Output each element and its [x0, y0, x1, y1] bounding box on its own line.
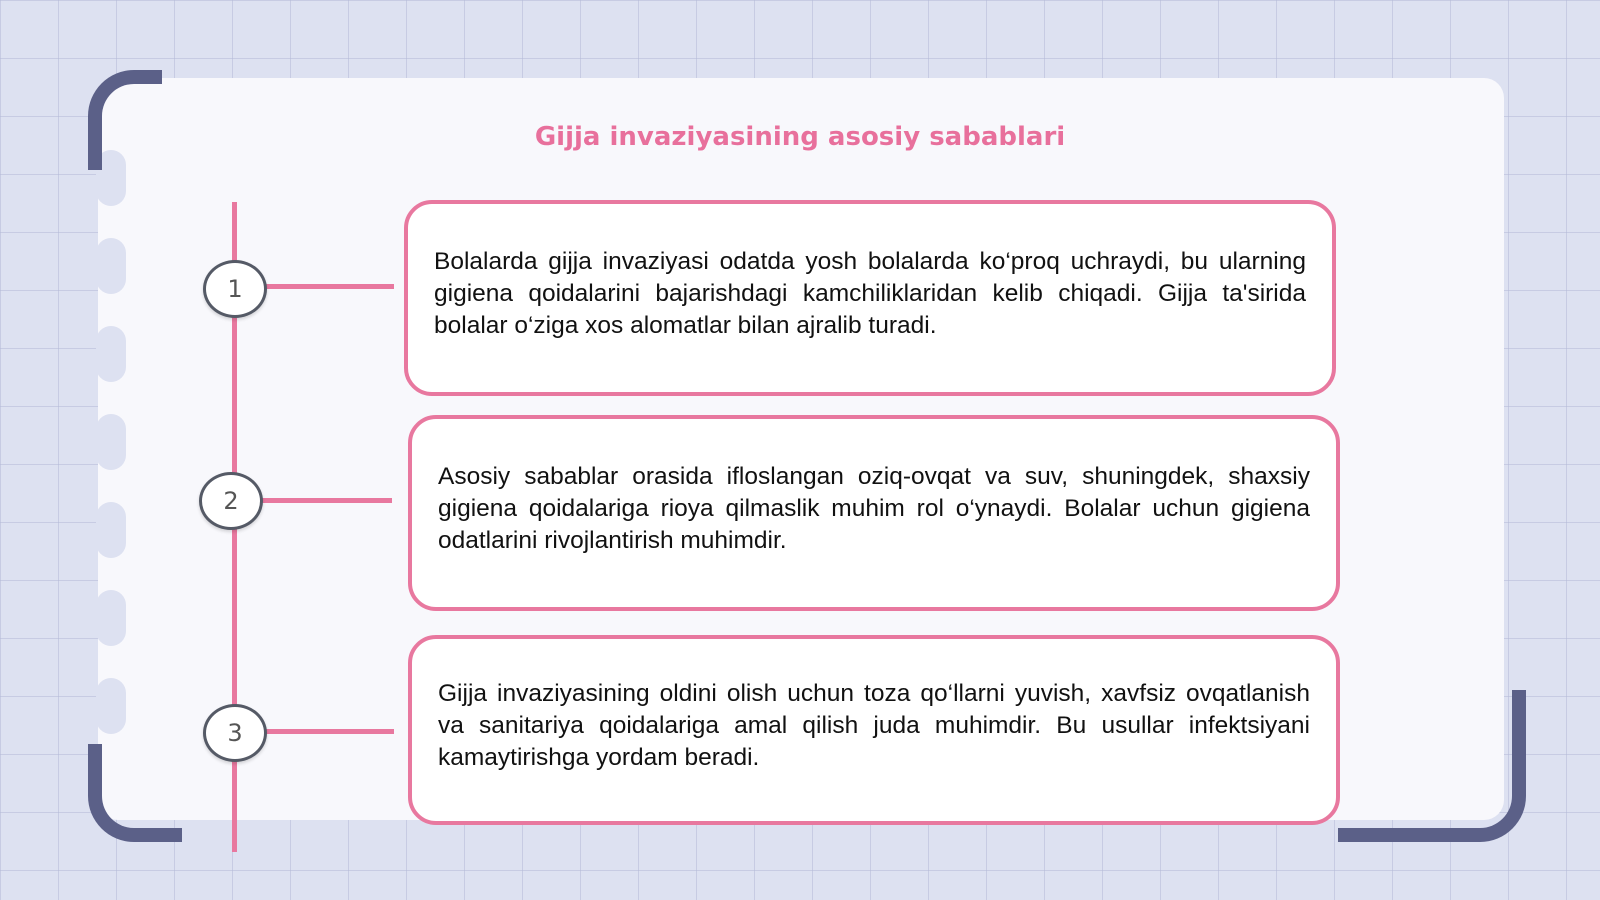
timeline-connector [264, 284, 394, 289]
slide-title: Gijja invaziyasining asosiy sabablari [534, 122, 1066, 152]
scallop-edge [96, 502, 126, 558]
step-box-2 [408, 415, 1340, 611]
step-text-1: Bolalarda gijja invaziyasi odatda yosh bolalarda ko‘proq uchraydi, bu ularning gigiena qoidalarini bajarishdagi kamchiliklaridan kelib chiqadi. Gijja ta'sirida bolalar o‘ziga xos alomatlar bilan ajralib turadi. [434, 248, 1306, 339]
scallop-edge [96, 590, 126, 646]
step-text-3: Gijja invaziyasining oldini olish uchun toza qo‘llarni yuvish, xavfsiz ovqatlanish va sanitariya qoidalariga amal qilish juda muhimdir. Bu usullar infektsiyani kamaytirishga yordam beradi. [438, 680, 1310, 771]
scallop-edge [96, 414, 126, 470]
scallop-edge [96, 678, 126, 734]
timeline-connector [262, 498, 392, 503]
step-text-2: Asosiy sabablar orasida ifloslangan oziq-ovqat va suv, shuningdek, shaxsiy gigiena qoidalariga rioya qilmaslik muhim rol o‘ynaydi. Bolalar uchun gigiena odatlarini rivojlantirish muhimdir. [438, 463, 1310, 554]
step-number-2: 2 [199, 472, 263, 530]
step-box-3 [408, 635, 1340, 825]
scallop-edge [96, 326, 126, 382]
corner-bracket-top-left [88, 70, 162, 170]
step-box-1 [404, 200, 1336, 396]
step-number-3: 3 [203, 704, 267, 762]
timeline-connector [264, 729, 394, 734]
corner-bracket-bottom-right [1338, 690, 1526, 842]
step-number-1: 1 [203, 260, 267, 318]
corner-bracket-bottom-left [88, 744, 182, 842]
scallop-edge [96, 238, 126, 294]
